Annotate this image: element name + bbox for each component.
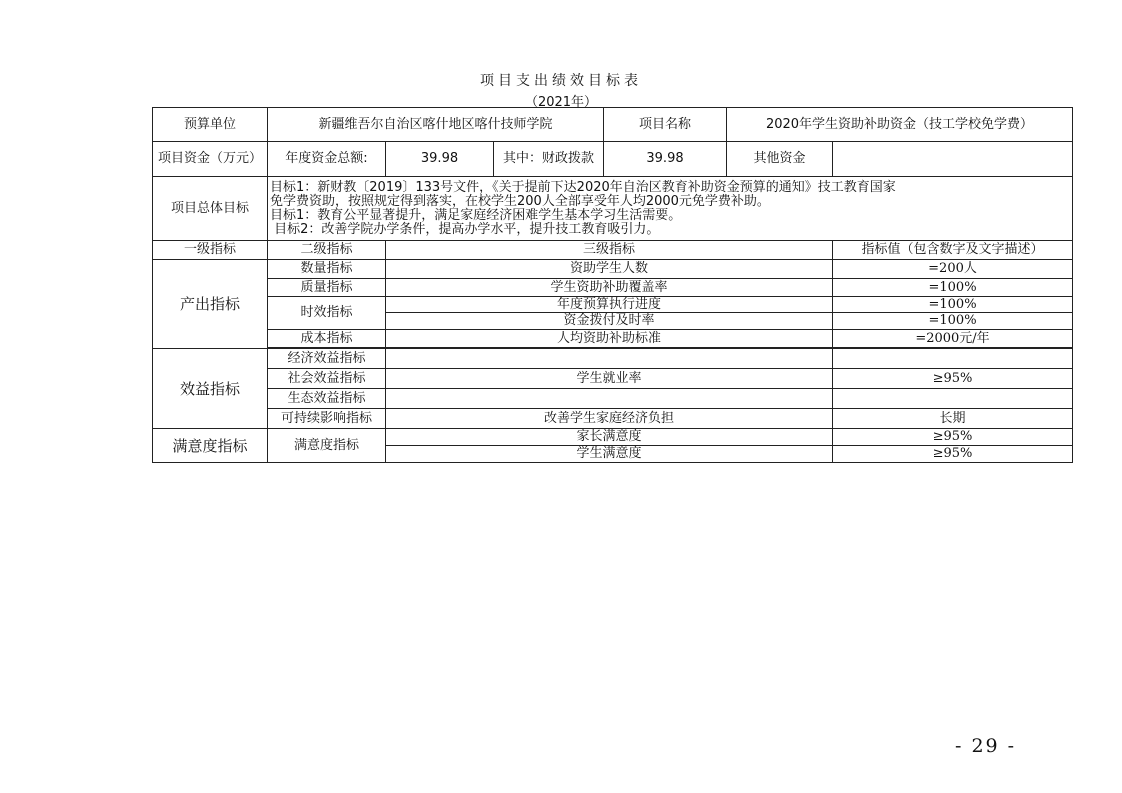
table-row <box>153 429 1073 446</box>
project-name-label: 项目名称 <box>604 108 727 142</box>
annual-total-value: 39.98 <box>386 142 494 177</box>
value-cell: =200人 <box>833 260 1073 279</box>
level2-cell: 数量指标 <box>268 260 386 279</box>
fiscal-label: 其中：财政拨款 <box>494 142 604 177</box>
level2-cell: 质量指标 <box>268 279 386 297</box>
level2-cell: 成本指标 <box>268 330 386 348</box>
header-row-funds <box>153 142 1073 177</box>
doc-title: 项目支出绩效目标表 <box>480 73 642 89</box>
value-cell: =100% <box>833 297 1073 313</box>
level3-cell: 人均资助补助标准 <box>386 330 833 348</box>
value-cell: 长期 <box>833 409 1073 429</box>
page-number: - 29 - <box>955 735 1017 757</box>
group-output: 产出指标 <box>153 260 268 349</box>
other-funds-label: 其他资金 <box>727 142 833 177</box>
goal-line: 目标2：改善学院办学条件，提高办学水平，提升技工教育吸引力。 <box>270 221 660 237</box>
column-header-level3: 三级指标 <box>386 241 833 260</box>
level2-cell: 社会效益指标 <box>268 369 386 389</box>
level2-cell: 经济效益指标 <box>268 349 386 369</box>
project-name-value: 2020年学生资助补助资金（技工学校免学费） <box>727 108 1073 142</box>
level2-cell: 满意度指标 <box>268 429 386 463</box>
column-header-row <box>153 241 1073 260</box>
level3-cell: 家长满意度 <box>386 429 833 446</box>
level2-cell: 可持续影响指标 <box>268 409 386 429</box>
table-row <box>153 297 1073 313</box>
table-row <box>153 389 1073 409</box>
level3-cell: 学生就业率 <box>386 369 833 389</box>
goal-line: 目标1：新财教〔2019〕133号文件，《关于提前下达2020年自治区教育补助资金预算的通知》技工教育国家 <box>270 179 896 195</box>
level3-cell: 年度预算执行进度 <box>386 297 833 313</box>
doc-subtitle: （2021年） <box>524 95 598 110</box>
value-cell: ≥95% <box>833 369 1073 389</box>
level3-cell: 资金拨付及时率 <box>386 313 833 330</box>
level3-cell: 学生满意度 <box>386 446 833 463</box>
goal-label: 项目总体目标 <box>153 177 268 241</box>
column-header-level1: 一级指标 <box>153 241 268 260</box>
fiscal-value: 39.98 <box>604 142 727 177</box>
table-row <box>153 330 1073 348</box>
group-benefit: 效益指标 <box>153 349 268 429</box>
value-cell: =100% <box>833 279 1073 297</box>
level3-cell: 学生资助补助覆盖率 <box>386 279 833 297</box>
column-header-level2: 二级指标 <box>268 241 386 260</box>
level3-cell: 资助学生人数 <box>386 260 833 279</box>
goal-row <box>153 177 1073 241</box>
table-row <box>153 409 1073 429</box>
other-funds-value <box>833 142 1073 177</box>
table-row <box>153 260 1073 279</box>
table-row <box>153 349 1073 369</box>
annual-total-label: 年度资金总额: <box>268 142 386 177</box>
goal-line: 免学费资助，按照规定得到落实，在校学生200人全部享受年人均2000元免学费补助。 <box>270 193 770 209</box>
level2-cell: 生态效益指标 <box>268 389 386 409</box>
value-cell <box>833 349 1073 369</box>
column-header-value: 指标值（包含数字及文字描述） <box>833 241 1073 260</box>
header-row-unit <box>153 108 1073 142</box>
value-cell: ≥95% <box>833 446 1073 463</box>
budget-unit-value: 新疆维吾尔自治区喀什地区喀什技师学院 <box>268 108 604 142</box>
level2-cell: 时效指标 <box>268 297 386 330</box>
table-row <box>153 279 1073 297</box>
level3-cell: 改善学生家庭经济负担 <box>386 409 833 429</box>
level3-cell <box>386 349 833 369</box>
table-row <box>153 369 1073 389</box>
value-cell: =100% <box>833 313 1073 330</box>
value-cell <box>833 389 1073 409</box>
funds-label: 项目资金（万元） <box>153 142 268 177</box>
goal-text <box>268 177 1073 241</box>
goal-line: 目标1：教育公平显著提升，满足家庭经济困难学生基本学习生活需要。 <box>270 207 682 223</box>
value-cell: ≥95% <box>833 429 1073 446</box>
budget-unit-label: 预算单位 <box>153 108 268 142</box>
group-satisfaction: 满意度指标 <box>153 429 268 463</box>
value-cell: =2000元/年 <box>833 330 1073 348</box>
performance-target-table <box>152 107 1073 463</box>
level3-cell <box>386 389 833 409</box>
